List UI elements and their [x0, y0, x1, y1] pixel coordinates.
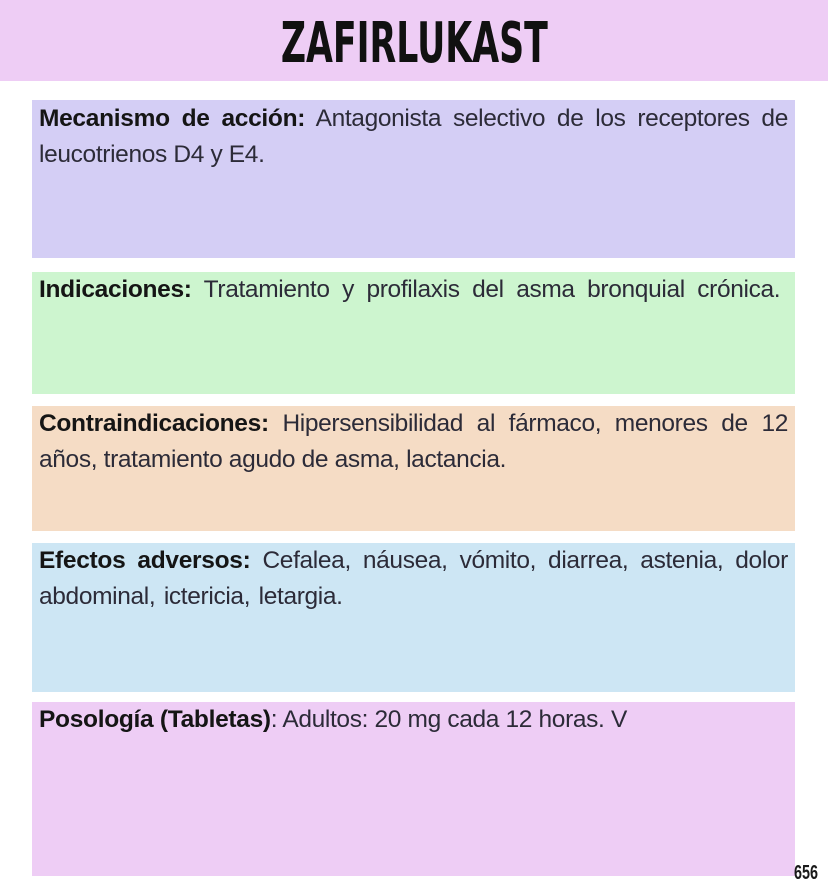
section-mechanism-label: Mecanismo de acción:: [39, 105, 306, 132]
section-contraindications: [32, 406, 795, 531]
section-adverse-effects-text: Cefalea, náusea, vómito, diarrea, astenia, dolor abdominal, ictericia, letargia.: [39, 547, 788, 610]
section-dosage-paragraph: [39, 702, 788, 738]
section-mechanism-text: Antagonista selectivo de los receptores de leucotrienos D4 y E4.: [39, 105, 788, 168]
page-number: [794, 860, 828, 886]
section-dosage: [32, 702, 795, 876]
section-indications-label: Indicaciones:: [39, 276, 192, 303]
section-adverse-effects-paragraph: [39, 543, 788, 615]
section-dosage-text: : Adultos: 20 mg cada 12 horas. V: [270, 706, 627, 733]
section-dosage-label: Posología (Tabletas): [39, 706, 271, 733]
drug-title: [0, 9, 828, 79]
title-banner: [0, 0, 828, 81]
section-contraindications-text: Hipersensibilidad al fármaco, menores de 12 años, tratamiento agudo de asma, lactancia.: [39, 410, 788, 473]
section-indications-text: Tratamiento y profilaxis del asma bronquial crónica.: [191, 276, 781, 303]
section-mechanism-paragraph: [39, 101, 788, 173]
section-contraindications-paragraph: [39, 406, 788, 478]
section-mechanism: [32, 100, 795, 258]
drug-title-text: ZAFIRLUKAST: [280, 11, 548, 76]
section-indications-paragraph: [39, 272, 788, 308]
section-adverse-effects: [32, 543, 795, 692]
section-adverse-effects-label: Efectos adversos:: [39, 547, 251, 574]
page-number-text: 656: [794, 862, 819, 884]
section-indications: [32, 272, 795, 394]
section-contraindications-label: Contraindicaciones:: [39, 410, 269, 437]
